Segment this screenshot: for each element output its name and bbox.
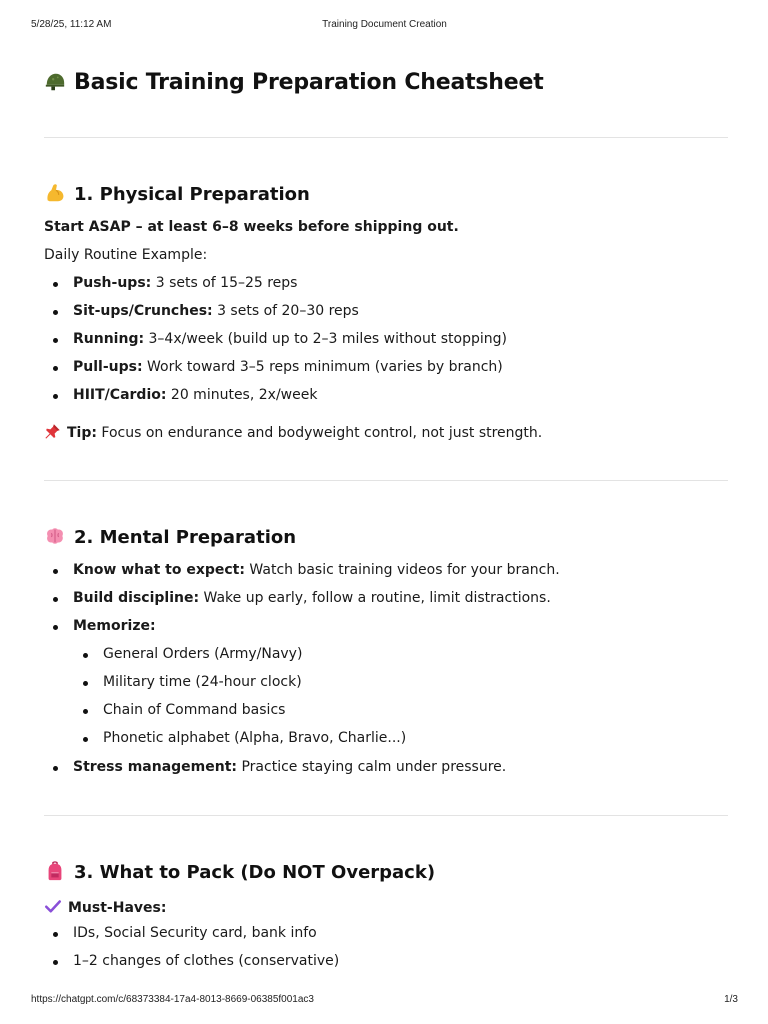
divider [44,815,728,816]
list-item-text: 3 sets of 20–30 reps [212,303,359,319]
must-haves-label: Must-Haves: [68,900,167,916]
print-datetime: 5/28/25, 11:12 AM [31,19,112,30]
list-item [73,562,560,578]
list-item [73,618,156,634]
bullet-dot [53,282,58,287]
list-item-text: Watch basic training videos for your branch. [244,562,560,578]
section-heading-pack [44,860,435,883]
routine-label: Daily Routine Example: [44,247,208,263]
section-heading-physical-text: 1. Physical Preparation [74,184,310,205]
list-item: IDs, Social Security card, bank info [73,925,317,941]
military-helmet-icon [44,71,66,93]
bullet-dot [83,709,88,714]
tip-text: Focus on endurance and bodyweight control, not just strength. [96,425,543,441]
print-url[interactable]: https://chatgpt.com/c/68373384-17a4-8013-8669-06385f001ac3 [31,994,314,1005]
flexed-biceps-icon [44,182,66,204]
list-item [73,590,551,606]
physical-intro: Start ASAP – at least 6–8 weeks before shipping out. [44,219,459,235]
list-item-text: 3–4x/week (build up to 2–3 miles without stopping) [144,331,507,347]
backpack-icon [44,860,66,882]
print-page-number: 1/3 [724,994,738,1005]
list-item-label: Running: [73,331,145,347]
section-heading-physical [44,182,310,205]
list-item-text: 20 minutes, 2x/week [166,387,318,403]
bullet-dot [53,960,58,965]
list-item-text: Wake up early, follow a routine, limit distractions. [199,590,551,606]
must-haves [44,897,166,916]
bullet-dot [53,338,58,343]
divider [44,137,728,138]
print-header [31,19,738,33]
sub-list-item: Military time (24-hour clock) [103,674,302,690]
list-item [73,303,359,319]
brain-icon [44,525,66,547]
bullet-dot [83,681,88,686]
bullet-dot [53,597,58,602]
bullet-dot [83,737,88,742]
bullet-dot [53,310,58,315]
divider [44,480,728,481]
section-heading-mental [44,525,296,548]
sub-list-item: General Orders (Army/Navy) [103,646,303,662]
list-item-label: Push-ups: [73,275,152,291]
list-item-label: Sit-ups/Crunches: [73,303,213,319]
physical-tip [44,423,542,441]
list-item-label: Memorize: [73,618,156,634]
bullet-dot [53,366,58,371]
tip-label: Tip: [67,425,97,441]
list-item-label: Stress management: [73,759,238,775]
check-mark-icon [44,897,62,915]
bullet-dot [53,932,58,937]
print-page-title: Training Document Creation [322,19,447,30]
sub-list-item: Chain of Command basics [103,702,286,718]
pushpin-icon [44,423,61,440]
list-item [73,331,507,347]
document-title-text: Basic Training Preparation Cheatsheet [74,70,544,95]
list-item-label: HIIT/Cardio: [73,387,167,403]
list-item-text: Practice staying calm under pressure. [237,759,507,775]
list-item: 1–2 changes of clothes (conservative) [73,953,340,969]
list-item [73,759,506,775]
bullet-dot [83,653,88,658]
bullet-dot [53,394,58,399]
list-item-text: 3 sets of 15–25 reps [151,275,298,291]
list-item-text: Work toward 3–5 reps minimum (varies by branch) [142,359,503,375]
section-heading-mental-text: 2. Mental Preparation [74,527,297,548]
bullet-dot [53,766,58,771]
list-item [73,387,317,403]
list-item-label: Pull-ups: [73,359,143,375]
print-footer [31,994,738,1008]
bullet-dot [53,625,58,630]
list-item [73,275,297,291]
list-item-label: Build discipline: [73,590,200,606]
bullet-dot [53,569,58,574]
list-item-label: Know what to expect: [73,562,245,578]
document-title [44,70,544,95]
list-item [73,359,503,375]
sub-list-item: Phonetic alphabet (Alpha, Bravo, Charlie...) [103,730,407,746]
section-heading-pack-text: 3. What to Pack (Do NOT Overpack) [74,862,436,883]
